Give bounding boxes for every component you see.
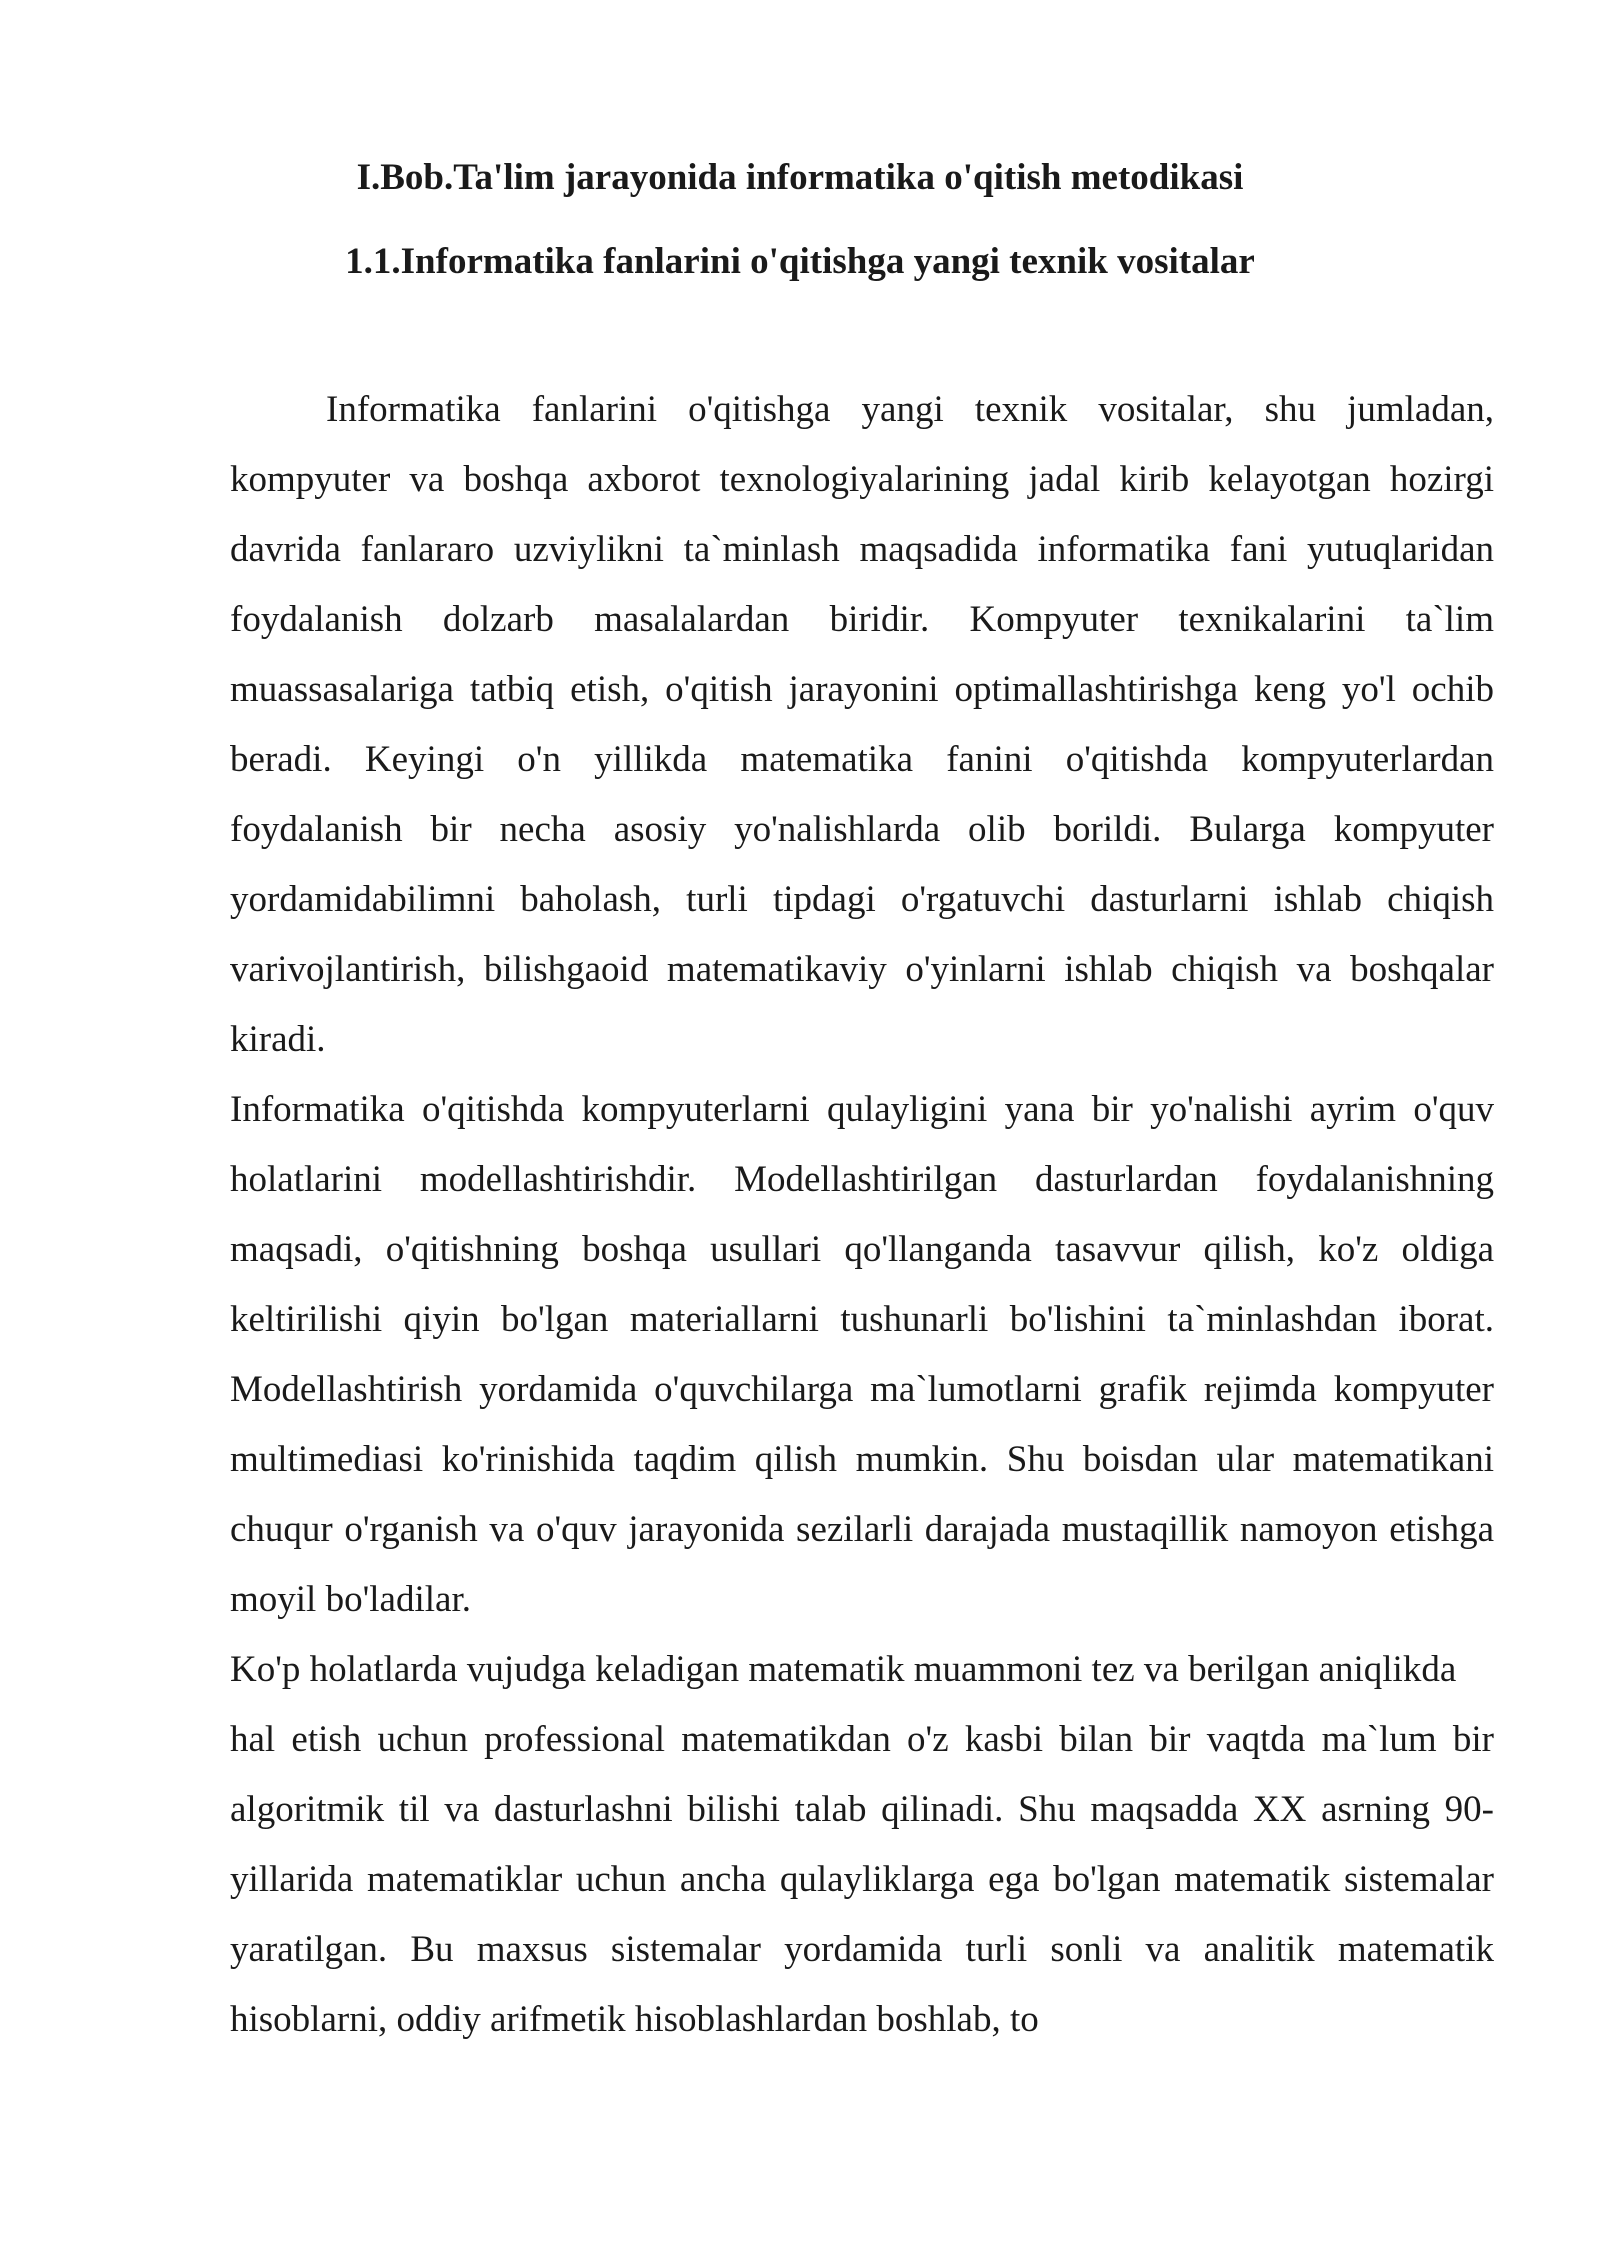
section-title: 1.1.Informatika fanlarini o'qitishga yangi texnik vositalar <box>345 241 1255 282</box>
chapter-title: I.Bob.Ta'lim jarayonida informatika o'qitish metodikasi <box>356 157 1244 198</box>
paragraph-3: Ko'p holatlarda vujudga keladigan matematik muammoni tez va berilgan aniqlikda <box>230 1649 1457 1690</box>
paragraph-2: Informatika o'qitishda kompyuterlarni qulayligini yana bir yo'nalishi ayrim o'quv holatlarini modellashtirishdir. Modellashtirilgan dasturlardan foydalanishning maqsadi, o'qitishning boshqa usullari qo'llanganda tasavvur qilish, ko'z oldiga keltirilishi qiyin bo'lgan materiallarni tushunarli bo'lishini ta`minlashdan iborat. Modellashtirish yordamida o'quvchilarga ma`lumotlarni grafik rejimda kompyuter multimediasi ko'rinishida taqdim qilish mumkin. Shu boisdan ular matematikani chuqur o'rganish va o'quv jarayonida sezilarli darajada mustaqillik namoyon etishga moyil bo'ladilar. <box>230 1089 1494 1620</box>
paragraph-1: Informatika fanlarini o'qitishga yangi texnik vositalar, shu jumladan, kompyuter va boshqa axborot texnologiyalarining jadal kirib kelayotgan hozirgi davrida fanlararo uzviylikni ta`minlash maqsadida informatika fani yutuqlaridan foydalanish dolzarb masalalardan biridir. Kompyuter texnikalarini ta`lim muassasalariga tatbiq etish, o'qitish jarayonini optimallashtirishga keng yo'l ochib beradi. Keyingi o'n yillikda matematika fanini o'qitishda kompyuterlardan foydalanish bir necha asosiy yo'nalishlarda olib borildi. Bularga kompyuter yordamidabilimni baholash, turli tipdagi o'rgatuvchi dasturlarni ishlab chiqish varivojlantirish, bilishgaoid matematikaviy o'yinlarni ishlab chiqish va boshqalar kiradi. <box>230 389 1494 1060</box>
paragraph-4: hal etish uchun professional matematikdan o'z kasbi bilan bir vaqtda ma`lum bir algoritmik til va dasturlashni bilishi talab qilinadi. Shu maqsadda XX asrning 90-yillarida matematiklar uchun ancha qulayliklarga ega bo'lgan matematik sistemalar yaratilgan. Bu maxsus sistemalar yordamida turli sonli va analitik matematik hisoblarni, oddiy arifmetik hisoblashlardan boshlab, to <box>230 1719 1494 2040</box>
body-text <box>230 375 1494 2055</box>
